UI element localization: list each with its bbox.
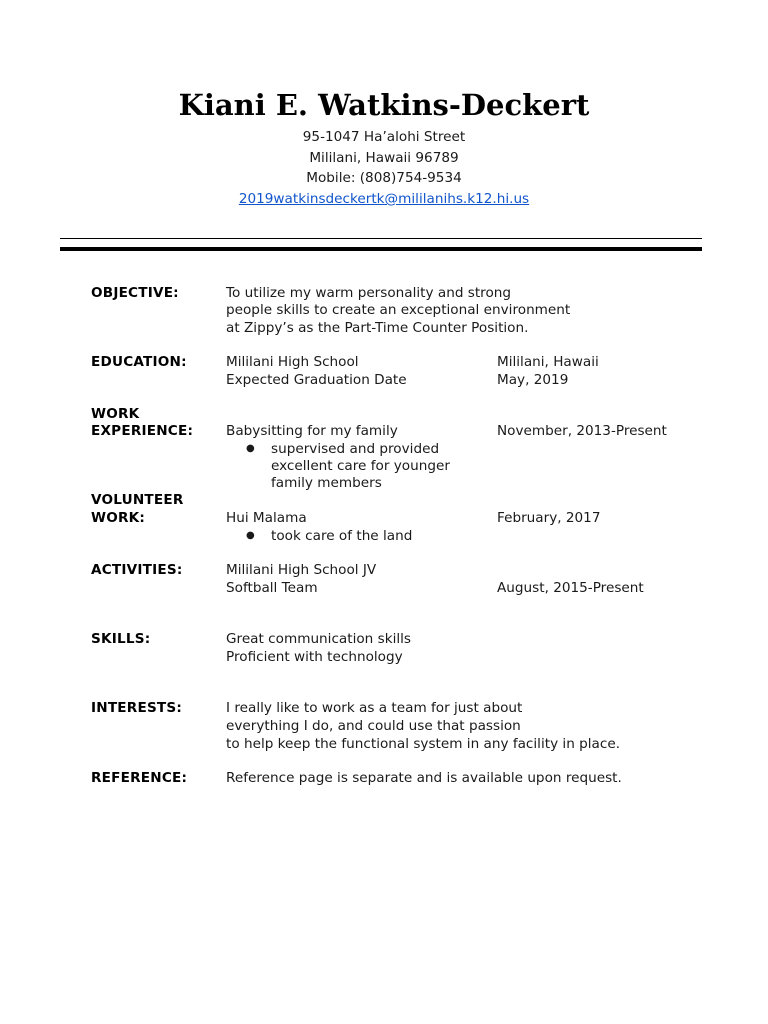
resume-name: Kiani E. Watkins-Deckert — [178, 88, 590, 122]
work-label: EXPERIENCE: — [91, 423, 194, 439]
bullet-icon: ● — [246, 443, 255, 454]
work-bullet-line: family members — [271, 475, 382, 491]
education-graduation: Expected Graduation Date — [226, 372, 407, 388]
objective-line: people skills to create an exceptional environment — [226, 302, 571, 318]
volunteer-label: WORK: — [91, 510, 145, 526]
address-city: Mililani, Hawaii 96789 — [309, 150, 459, 166]
education-label: EDUCATION: — [91, 354, 187, 370]
interests-line: I really like to work as a team for just about — [226, 700, 523, 716]
work-bullet-line: supervised and provided — [271, 441, 440, 457]
skills-label: SKILLS: — [91, 631, 151, 647]
objective-line: at Zippy’s as the Part-Time Counter Position. — [226, 320, 529, 336]
volunteer-title: Hui Malama — [226, 510, 307, 526]
activities-line: Softball Team — [226, 580, 318, 596]
activities-date: August, 2015-Present — [497, 580, 644, 596]
mobile-number: Mobile: (808)754-9534 — [306, 170, 462, 186]
education-date: May, 2019 — [497, 372, 569, 388]
education-school: Mililani High School — [226, 354, 359, 370]
skills-line: Great communication skills — [226, 631, 411, 647]
objective-label: OBJECTIVE: — [91, 285, 179, 301]
volunteer-bullet-line: took care of the land — [271, 528, 413, 544]
skills-line: Proficient with technology — [226, 649, 403, 665]
activities-label: ACTIVITIES: — [91, 562, 183, 578]
work-bullet-line: excellent care for younger — [271, 458, 450, 474]
work-title: Babysitting for my family — [226, 423, 398, 439]
activities-line: Mililani High School JV — [226, 562, 377, 578]
interests-line: everything I do, and could use that passion — [226, 718, 521, 734]
divider-thick — [60, 247, 702, 251]
email-link[interactable]: 2019watkinsdeckertk@mililanihs.k12.hi.us — [238, 191, 530, 207]
work-label: WORK — [91, 406, 140, 422]
objective-line: To utilize my warm personality and strong — [226, 285, 512, 301]
volunteer-date: February, 2017 — [497, 510, 601, 526]
education-location: Mililani, Hawaii — [497, 354, 599, 370]
divider-thin — [60, 238, 702, 239]
address-street: 95-1047 Ha’alohi Street — [302, 129, 466, 145]
interests-label: INTERESTS: — [91, 700, 183, 716]
volunteer-label: VOLUNTEER — [91, 492, 184, 508]
work-date: November, 2013-Present — [497, 423, 667, 439]
interests-line: to help keep the functional system in any facility in place. — [226, 736, 621, 752]
bullet-icon: ● — [246, 530, 255, 541]
reference-label: REFERENCE: — [91, 770, 188, 786]
reference-text: Reference page is separate and is available upon request. — [226, 770, 622, 786]
